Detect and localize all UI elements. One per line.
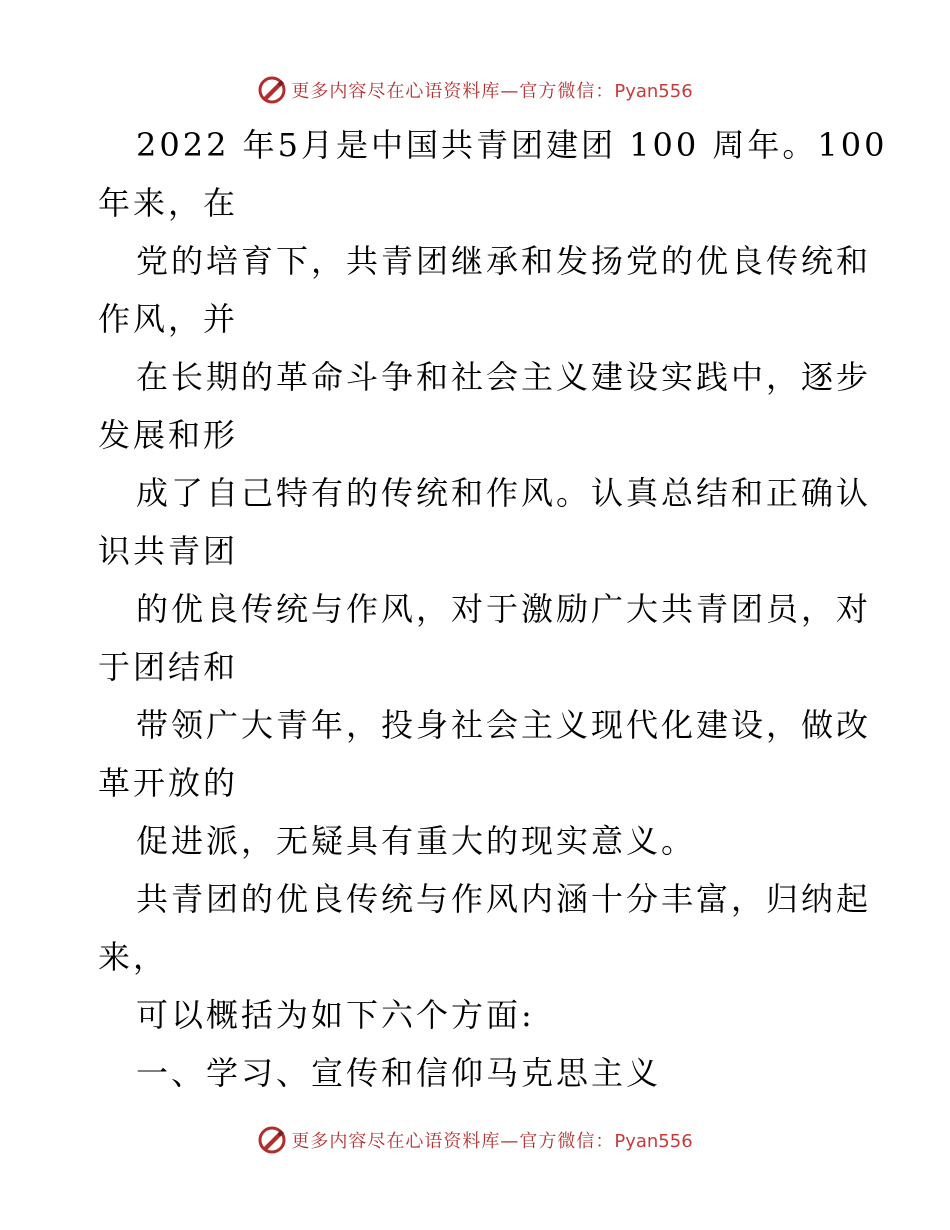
text-line: 在长期的革命斗争和社会主义建设实践中，逐步 <box>136 358 872 396</box>
text-line: 来， <box>98 938 169 976</box>
text-line: 作风，并 <box>98 300 239 338</box>
text-line: 党的培育下，共青团继承和发扬党的优良传统和 <box>136 242 872 280</box>
pen-circle-logo-icon <box>257 75 287 105</box>
text-line: 发展和形 <box>98 416 239 454</box>
section-heading: 一、学习、宣传和信仰马克思主义 <box>136 1054 662 1092</box>
footer-watermark <box>0 1122 950 1158</box>
text-line: 革开放的 <box>98 764 239 802</box>
pen-circle-logo-icon <box>257 1125 287 1155</box>
text-line: 的优良传统与作风，对于激励广大共青团员，对 <box>136 590 872 628</box>
watermark-text: 更多内容尽在心语资料库—官方微信：Pyan556 <box>291 81 693 102</box>
text-line: 识共青团 <box>98 532 239 570</box>
watermark-text: 更多内容尽在心语资料库—官方微信：Pyan556 <box>291 1131 693 1152</box>
text-line: 于团结和 <box>98 648 239 686</box>
text-line: 共青团的优良传统与作风内涵十分丰富，归纳起 <box>136 880 872 918</box>
text-line: 可以概括为如下六个方面: <box>136 996 535 1034</box>
text-line: 2022 年5月是中国共青团建团 100 周年。100 <box>136 126 888 164</box>
document-body <box>98 116 888 1102</box>
text-line: 促进派，无疑具有重大的现实意义。 <box>136 822 697 860</box>
text-line: 年来，在 <box>98 184 239 222</box>
text-line: 带领广大青年，投身社会主义现代化建设，做改 <box>136 706 872 744</box>
text-line: 成了自己特有的传统和作风。认真总结和正确认 <box>136 474 872 512</box>
header-watermark <box>0 72 950 108</box>
